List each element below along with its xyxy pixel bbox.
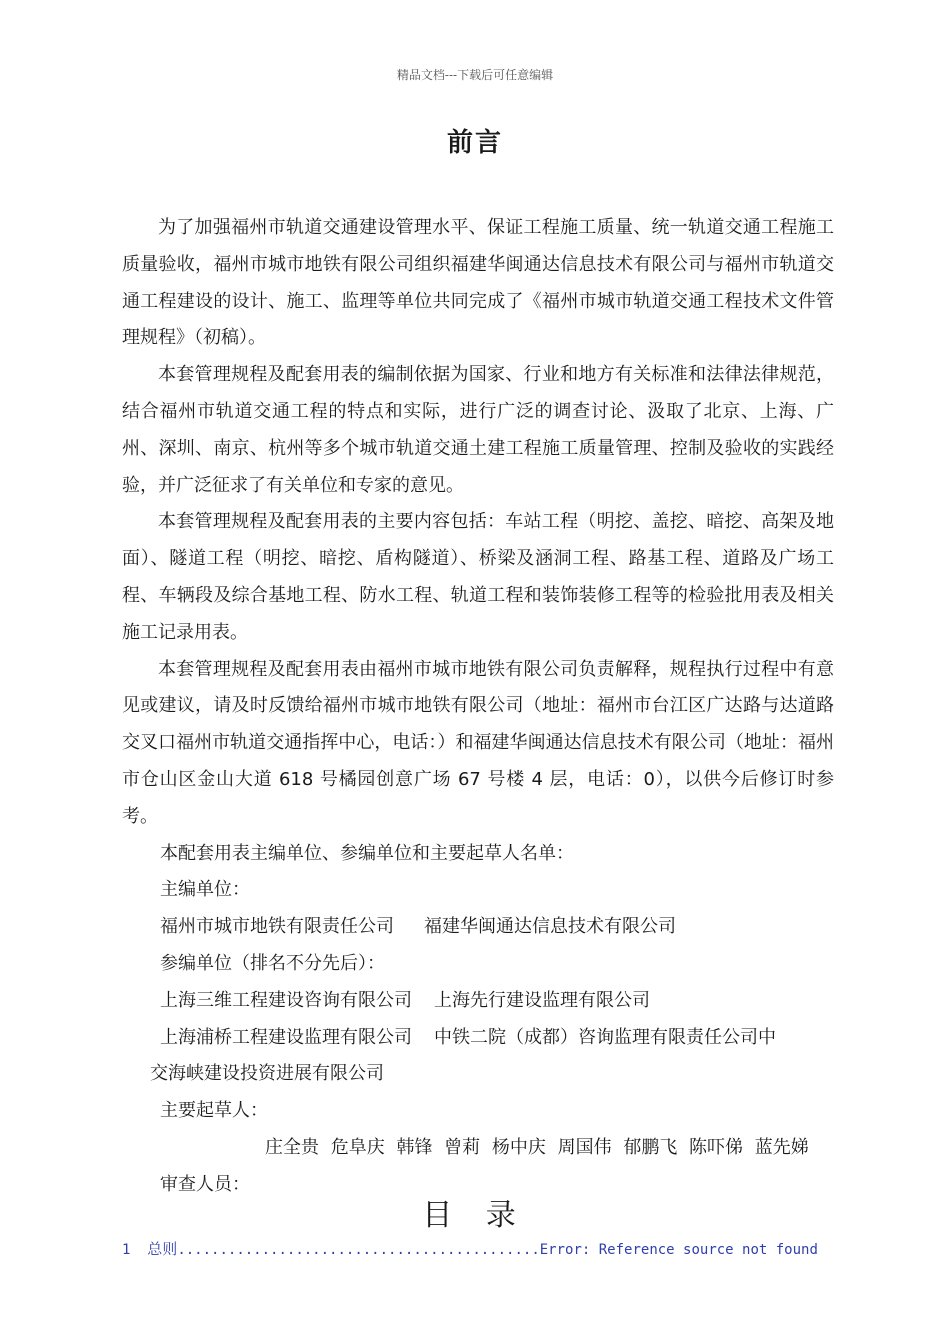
drafters-label: 主要起草人： <box>160 1100 268 1122</box>
reviewers-label: 审查人员： <box>160 1173 250 1195</box>
toc-entry-number: 1 <box>122 1242 131 1258</box>
chief-units <box>122 909 834 946</box>
participants-label: 参编单位（排名不分先后）： <box>160 952 385 974</box>
toc-entry-title: 总则 <box>147 1240 178 1258</box>
paragraph-2: 本套管理规程及配套用表的编制依据为国家、行业和地方有关标准和法律法律规范，结合福州市轨道交通工程的特点和实际，进行广泛的调查讨论、汲取了北京、上海、广州、深圳、南京、杭州等多个城市轨道交通土建工程施工质量管理、控制及验收的实践经验，并广泛征求了有关单位和专家的意见。 <box>122 364 834 496</box>
toc-title: 目 录 <box>422 1198 528 1233</box>
drafters-list: 庄全贵 危阜庆 韩锋 曾莉 杨中庆 周国伟 郁鹏飞 陈吓俤 蓝先娣 <box>265 1136 809 1158</box>
paragraph-4: 本套管理规程及配套用表由福州市城市地铁有限公司负责解释，规程执行过程中有意见或建议，请及时反馈给福州市城市地铁有限公司（地址：福州市台江区广达路与达道路交叉口福州市轨道交通指挥中心，电话：）和福建华闽通达信息技术有限公司（地址：福州市仓山区金山大道 618 号橘园创意广场 67 号楼 4 层，电话：0），以供今后修订时参考。 <box>122 658 834 827</box>
page-title: 前言 <box>446 128 503 158</box>
participant-unit-3: 上海浦桥工程建设监理有限公司 <box>160 1026 412 1048</box>
chief-unit-1: 福州市城市地铁有限责任公司 <box>160 916 394 938</box>
participant-unit-4: 中铁二院（成都）咨询监理有限责任公司中 <box>434 1026 776 1048</box>
toc-entry-leader: ........................................... <box>177 1242 540 1258</box>
participants-line-1 <box>122 983 834 1020</box>
participant-unit-2: 上海先行建设监理有限公司 <box>434 989 650 1011</box>
participants-line-3: 交海峡建设投资进展有限公司 <box>150 1063 384 1085</box>
participants-line-2 <box>122 1020 834 1057</box>
participant-unit-1: 上海三维工程建设咨询有限公司 <box>160 989 412 1011</box>
list-intro: 本配套用表主编单位、参编单位和主要起草人名单： <box>160 842 574 864</box>
toc-entry-link[interactable] <box>122 1238 834 1259</box>
preface-body <box>122 210 834 1204</box>
paragraph-1: 为了加强福州市轨道交通建设管理水平、保证工程施工质量、统一轨道交通工程施工质量验收，福州市城市地铁有限公司组织福建华闽通达信息技术有限公司与福州市轨道交通工程建设的设计、施工、监理等单位共同完成了《福州市城市轨道交通工程技术文件管理规程》（初稿）。 <box>122 217 834 349</box>
chief-label: 主编单位： <box>160 879 250 901</box>
chief-unit-2: 福建华闽通达信息技术有限公司 <box>424 916 676 938</box>
paragraph-3: 本套管理规程及配套用表的主要内容包括：车站工程（明挖、盖挖、暗挖、高架及地面）、隧道工程（明挖、暗挖、盾构隧道）、桥梁及涵洞工程、路基工程、道路及广场工程、车辆段及综合基地工程、防水工程、轨道工程和装饰装修工程等的检验批用表及相关施工记录用表。 <box>122 511 834 643</box>
header-note: 精品文档---下载后可任意编辑 <box>396 68 554 82</box>
toc-entry-page: Error: Reference source not found <box>539 1242 818 1258</box>
